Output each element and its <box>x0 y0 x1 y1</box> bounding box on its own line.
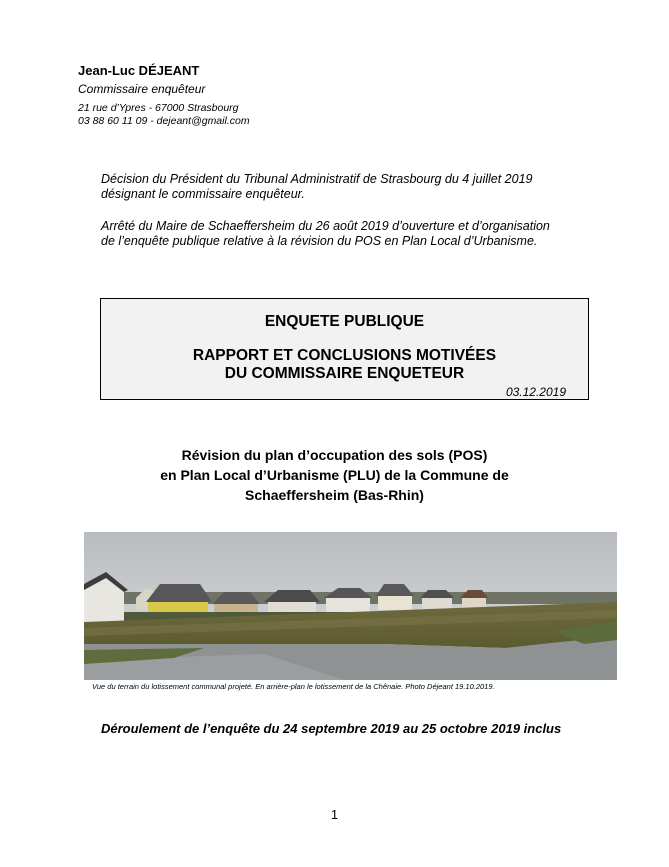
report-title-box <box>100 298 589 400</box>
arrete-line: Arrêté du Maire de Schaeffersheim du 26 août 2019 d’ouverture et d’organisation <box>101 219 550 233</box>
page-number: 1 <box>330 807 339 822</box>
author-contact: 03 88 60 11 09 - dejeant@gmail.com <box>78 115 250 127</box>
site-photo <box>84 532 617 680</box>
decision-line: Décision du Président du Tribunal Administratif de Strasbourg du 4 juillet 2019 <box>101 172 533 186</box>
subject-heading <box>0 445 669 505</box>
report-title-line: RAPPORT ET CONCLUSIONS MOTIVÉES <box>192 347 497 364</box>
author-role: Commissaire enquêteur <box>78 82 206 96</box>
subject-line: en Plan Local d’Urbanisme (PLU) de la Commune de <box>160 467 509 483</box>
subject-line: Révision du plan d’occupation des sols (POS) <box>181 447 488 463</box>
author-name: Jean-Luc DÉJEANT <box>78 63 200 78</box>
author-address-block <box>78 102 250 128</box>
subject-line: Schaeffersheim (Bas-Rhin) <box>245 487 424 503</box>
report-heading: ENQUETE PUBLIQUE <box>264 313 425 330</box>
photo-caption: Vue du terrain du lotissement communal projeté. En arrière-plan le lotissement de la Chênaie. Photo Déjeant 19.10.2019. <box>92 682 495 691</box>
report-title-line: DU COMMISSAIRE ENQUETEUR <box>224 365 465 382</box>
enquiry-dates: Déroulement de l’enquête du 24 septembre 2019 au 25 octobre 2019 inclus <box>101 721 562 736</box>
report-date: 03.12.2019 <box>505 385 566 399</box>
arrete-line: de l’enquête publique relative à la révision du POS en Plan Local d’Urbanisme. <box>101 234 538 248</box>
decision-line: désignant le commissaire enquêteur. <box>101 187 305 201</box>
arrete-paragraph <box>101 219 601 249</box>
decision-paragraph <box>101 172 601 202</box>
site-photo-illustration <box>84 532 617 680</box>
report-title <box>101 347 588 383</box>
author-address: 21 rue d’Ypres - 67000 Strasbourg <box>78 102 239 114</box>
